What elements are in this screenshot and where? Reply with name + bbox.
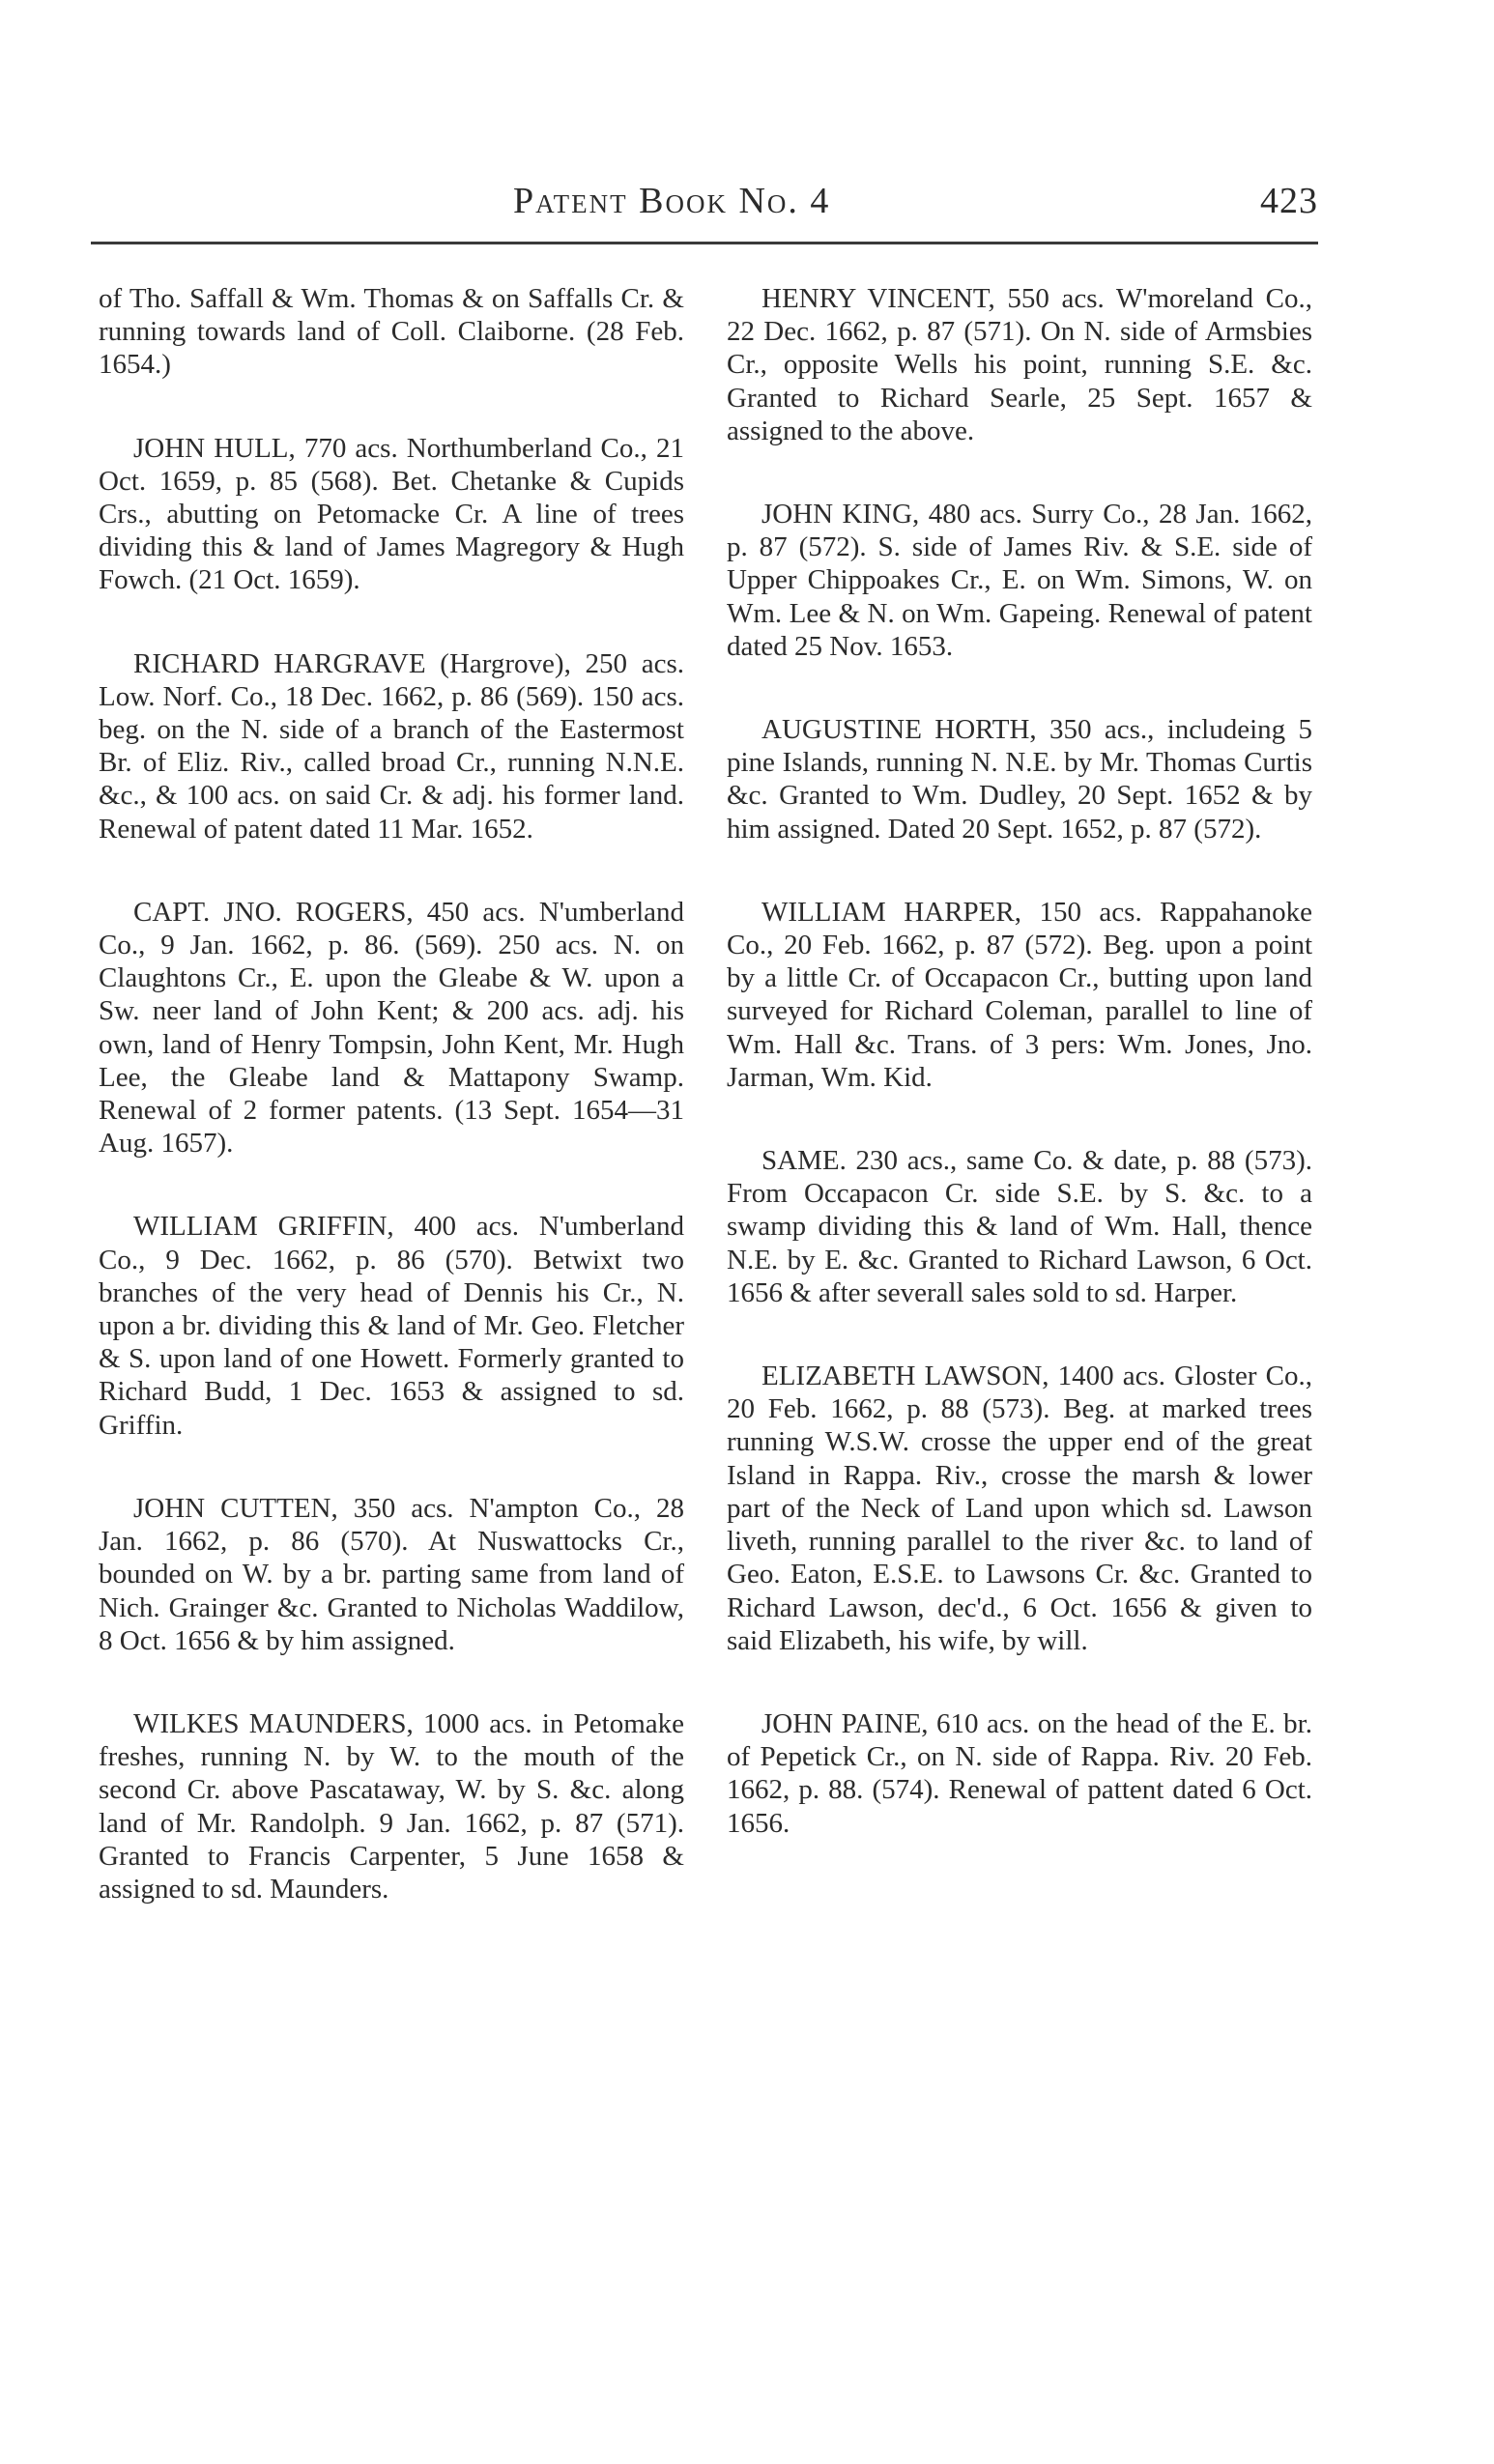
page-number: 423 bbox=[1260, 181, 1318, 221]
patent-entry: JOHN KING, 480 acs. Surry Co., 28 Jan. 1662, p. 87 (572). S. side of James Riv. & S.E. side of Upper Chippoakes Cr., E. on Wm. Simons, W. on Wm. Lee & N. on Wm. Gapeing. Renewal of patent dated 25 Nov. 1653. bbox=[727, 499, 1312, 662]
patent-entry: JOHN HULL, 770 acs. Northumberland Co., 21 Oct. 1659, p. 85 (568). Bet. Chetanke & Cupids Crs., abutting on Petomacke Cr. A line of trees dividing this & land of James Magregory & Hugh Fowch. (21 Oct. 1659). bbox=[99, 432, 684, 596]
patent-entry: ELIZABETH LAWSON, 1400 acs. Gloster Co., 20 Feb. 1662, p. 88 (573). Beg. at marked trees running W.S.W. crosse the upper end of the great Island in Rappa. Riv., crosse the marsh & lower part of the Neck of Land upon which sd. Lawson liveth, running parallel to the river &c. to land of Geo. Eaton, E.S.E. to Lawsons Cr. &c. Granted to Richard Lawson, dec'd., 6 Oct. 1656 & given to said Elizabeth, his wife, by will. bbox=[727, 1361, 1312, 1656]
patent-entry: WILLIAM GRIFFIN, 400 acs. N'umberland Co., 9 Dec. 1662, p. 86 (570). Betwixt two branches of the very head of Dennis his Cr., N. upon a br. dividing this & land of Mr. Geo. Fletcher & S. upon land of one Howett. Formerly granted to Richard Budd, 1 Dec. 1653 & assigned to sd. Griffin. bbox=[99, 1211, 684, 1441]
patent-entry: of Tho. Saffall & Wm. Thomas & on Saffalls Cr. & running towards land of Coll. Claiborne. (28 Feb. 1654.) bbox=[99, 283, 684, 381]
patent-entry: AUGUSTINE HORTH, 350 acs., includeing 5 pine Islands, running N. N.E. by Mr. Thomas Curtis &c. Granted to Wm. Dudley, 20 Sept. 1652 & by him assigned. Dated 20 Sept. 1652, p. 87 (572). bbox=[727, 714, 1312, 845]
patent-entry: WILLIAM HARPER, 150 acs. Rappahanoke Co., 20 Feb. 1662, p. 87 (572). Beg. upon a point by a little Cr. of Occapacon Cr., butting upon land surveyed for Richard Coleman, parallel to line of Wm. Hall &c. Trans. of 3 pers: Wm. Jones, Jno. Jarman, Wm. Kid. bbox=[727, 896, 1312, 1093]
patent-entry: CAPT. JNO. ROGERS, 450 acs. N'umberland Co., 9 Jan. 1662, p. 86. (569). 250 acs. N. on Claughtons Cr., E. upon the Gleabe & W. upon a Sw. neer land of John Kent; & 200 acs. adj. his own, land of Henry Tompsin, John Kent, Mr. Hugh Lee, the Gleabe land & Mattapony Swamp. Renewal of 2 former patents. (13 Sept. 1654—31 Aug. 1657). bbox=[99, 896, 684, 1160]
running-title: Patent Book No. 4 bbox=[513, 181, 831, 221]
patent-entry: WILKES MAUNDERS, 1000 acs. in Petomake freshes, running N. by W. to the mouth of the second Cr. above Pascataway, W. by S. &c. along land of Mr. Randolph. 9 Jan. 1662, p. 87 (571). Granted to Francis Carpenter, 5 June 1658 & assigned to sd. Maunders. bbox=[99, 1707, 684, 1905]
patent-entry: JOHN PAINE, 610 acs. on the head of the E. br. of Pepetick Cr., on N. side of Rappa. Riv. 20 Feb. 1662, p. 88. (574). Renewal of pattent dated 6 Oct. 1656. bbox=[727, 1707, 1312, 1839]
page-header bbox=[91, 180, 1318, 244]
patent-entry: HENRY VINCENT, 550 acs. W'moreland Co., 22 Dec. 1662, p. 87 (571). On N. side of Armsbies Cr., opposite Wells his point, running S.E. &c. Granted to Richard Searle, 25 Sept. 1657 & assigned to the above. bbox=[727, 283, 1312, 446]
patent-entry: JOHN CUTTEN, 350 acs. N'ampton Co., 28 Jan. 1662, p. 86 (570). At Nuswattocks Cr., bounded on W. by a br. parting same from land of Nich. Grainger &c. Granted to Nicholas Waddilow, 8 Oct. 1656 & by him assigned. bbox=[99, 1492, 684, 1656]
patent-entry: RICHARD HARGRAVE (Hargrove), 250 acs. Low. Norf. Co., 18 Dec. 1662, p. 86 (569). 150 acs. beg. on the N. side of a branch of the Eastermost Br. of Eliz. Riv., called broad Cr., running N.N.E. &c., & 100 acs. on said Cr. & adj. his former land. Renewal of patent dated 11 Mar. 1652. bbox=[99, 647, 684, 845]
patent-entry: SAME. 230 acs., same Co. & date, p. 88 (573). From Occapacon Cr. side S.E. by S. &c. to a swamp dividing this & land of Wm. Hall, thence N.E. by E. &c. Granted to Richard Lawson, 6 Oct. 1656 & after severall sales sold to sd. Harper. bbox=[727, 1145, 1312, 1308]
right-column bbox=[727, 282, 1312, 1890]
left-column bbox=[99, 282, 684, 1956]
